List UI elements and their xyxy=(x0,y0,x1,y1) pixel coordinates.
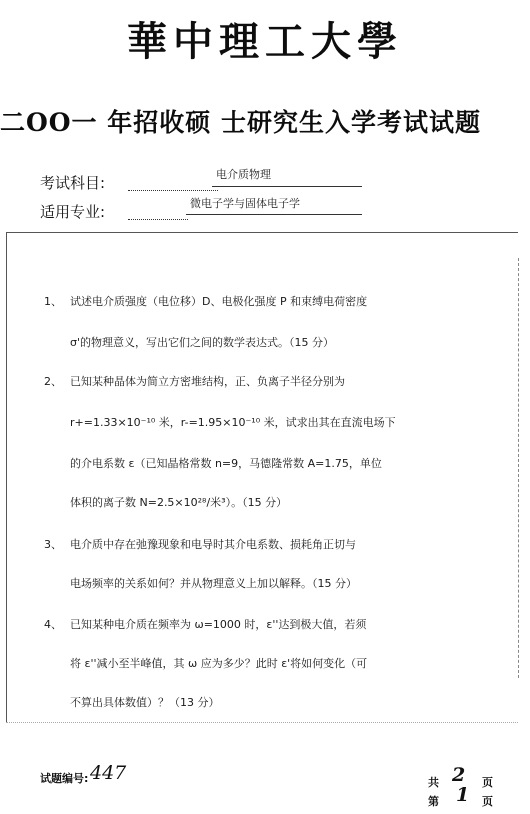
major-underline xyxy=(186,214,362,215)
question-1-number: 1、 xyxy=(44,295,62,308)
question-2-line-3 xyxy=(44,455,490,471)
question-1-text-2: σ'的物理意义，写出它们之间的数学表达式。（15 分） xyxy=(70,336,334,349)
question-1-line-2 xyxy=(44,334,490,350)
exam-code-value: 447 xyxy=(90,762,127,784)
question-1-line-1 xyxy=(44,293,490,309)
total-pages-value: 2 xyxy=(452,764,466,786)
university-name: 華中理工大學 xyxy=(127,18,403,65)
question-2-text-2: r+=1.33×10⁻¹⁰ 米，r-=1.95×10⁻¹⁰ 米，试求出其在直流电场下 xyxy=(70,416,396,429)
question-4-line-2 xyxy=(44,655,490,671)
question-3-text-1: 电介质中存在弛豫现象和电导时其介电系数、损耗角正切与 xyxy=(70,538,356,551)
total-pages-suffix: 页 xyxy=(482,776,493,789)
question-2-line-1 xyxy=(44,373,490,389)
question-2-line-2 xyxy=(44,414,490,430)
frame-bottom-border xyxy=(6,722,518,723)
current-page-prefix: 第 xyxy=(428,795,439,808)
frame-left-border xyxy=(6,232,7,722)
subject-label: 考试科目: xyxy=(40,174,106,192)
question-3-text-2: 电场频率的关系如何？并从物理意义上加以解释。（15 分） xyxy=(70,577,357,590)
current-page-value: 1 xyxy=(456,784,470,806)
question-3-line-2 xyxy=(44,575,490,591)
subject-underline xyxy=(212,186,362,187)
question-4-line-3 xyxy=(44,694,490,710)
question-2-line-4 xyxy=(44,494,490,510)
question-2-text-4: 体积的离子数 N=2.5×10²⁸/米³）。（15 分） xyxy=(70,496,288,509)
question-2-text-3: 的介电系数 ε（已知晶格常数 n=9，马德隆常数 A=1.75，单位 xyxy=(70,457,382,470)
question-4-line-1 xyxy=(44,616,490,632)
frame-top-border xyxy=(6,232,518,233)
question-3-number: 3、 xyxy=(44,538,62,551)
exam-title: 二OO一 年招收硕 士研究生入学考试试题 xyxy=(0,108,481,137)
subject-value: 电介质物理 xyxy=(216,168,271,181)
major-label: 适用专业: xyxy=(40,203,106,221)
major-underline-dotted xyxy=(128,219,188,220)
current-page-suffix: 页 xyxy=(482,795,493,808)
total-pages-prefix: 共 xyxy=(428,776,439,789)
major-value: 微电子学与固体电子学 xyxy=(190,197,300,210)
question-4-text-3: 不算出具体数值）？（13 分） xyxy=(70,696,220,709)
question-2-text-1: 已知某种晶体为简立方密堆结构，正、负离子半径分别为 xyxy=(70,375,345,388)
question-2-number: 2、 xyxy=(44,375,62,388)
question-4-text-2: 将 ε''减小至半峰值，其 ω 应为多少？此时 ε'将如何变化（可 xyxy=(70,657,368,670)
exam-code-label: 试题编号: xyxy=(40,772,89,785)
subject-underline-dotted xyxy=(128,190,218,191)
question-4-number: 4、 xyxy=(44,618,62,631)
question-1-text-1: 试述电介质强度（电位移）D、电极化强度 P 和束缚电荷密度 xyxy=(70,295,368,308)
frame-right-border xyxy=(518,258,519,678)
question-3-line-1 xyxy=(44,536,490,552)
question-4-text-1: 已知某种电介质在频率为 ω=1000 时，ε''达到极大值，若须 xyxy=(70,618,367,631)
